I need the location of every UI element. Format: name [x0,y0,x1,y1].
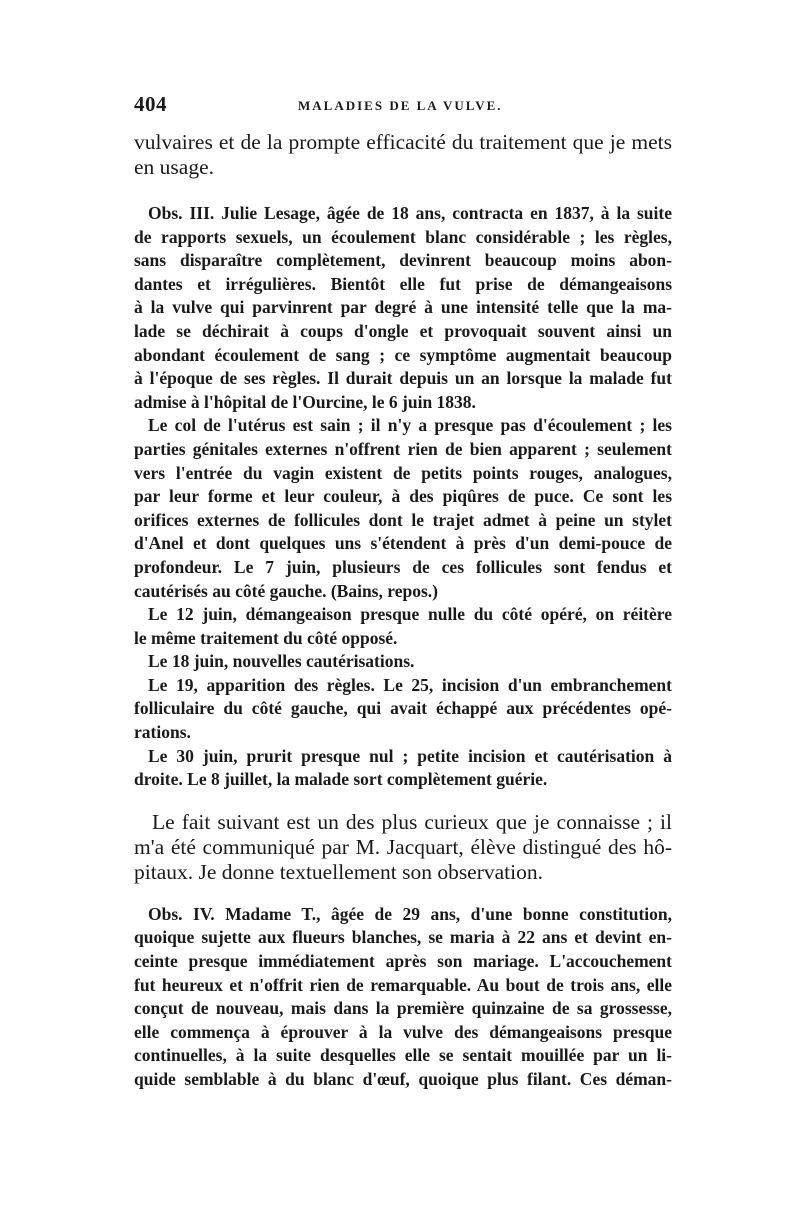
text-line: abondant écoulement de sang ; ce symptôme augmentait beaucoup [134,344,672,365]
text-line: parties génitales externes n'offrent rien de bien apparent ; seulement [134,438,672,459]
running-head [134,92,672,126]
text-line: à l'époque de ses règles. Il durait depuis un an lorsque la malade fut [134,368,672,389]
text-line: continuelles, à la suite desquelles elle se sentait mouillée par un li- [134,1045,672,1066]
text-line: Le 30 juin, prurit presque nul ; petite incision et cautérisation à [148,745,672,766]
text-line: fut heureux et n'offrit rien de remarquable. Au bout de trois ans, elle [134,974,672,995]
intro-paragraph [134,130,672,180]
text-line: m'a été communiqué par M. Jacquart, élève distingué des hô- [134,834,672,859]
text-line: sans disparaître complètement, devinrent beaucoup moins abon- [134,250,672,271]
page-number: 404 [134,92,167,116]
text-line: orifices externes de follicules dont le trajet admet à peine un stylet [134,509,672,530]
text-line: rations. [134,722,191,743]
text-line: Le 12 juin, démangeaison presque nulle du côté opéré, on réitère [148,604,672,625]
text-line: ceinte presque immédiatement après son mariage. L'accouchement [134,951,672,972]
text-line: lade se déchirait à coups d'ongle et provoquait souvent ainsi un [134,320,672,341]
text-line: vulvaires et de la prompte efficacité du traitement que je mets [134,130,672,154]
text-line: folliculaire du côté gauche, qui avait échappé aux précédentes opé- [134,698,672,719]
text-line: profondeur. Le 7 juin, plusieurs de ces follicules sont fendus et [134,556,672,577]
text-line: par leur forme et leur couleur, à des piqûres de puce. Ce sont les [134,486,672,507]
text-line: elle commença à éprouver à la vulve des démangeaisons presque [134,1021,672,1042]
text-line: Le 19, apparition des règles. Le 25, incision d'un embranchement [148,674,672,695]
observation-3 [134,202,672,792]
text-line: Le 18 juin, nouvelles cautérisations. [148,651,415,672]
observation-4 [134,903,672,1092]
text-line: Le col de l'utérus est sain ; il n'y a presque pas d'écoulement ; les [148,415,672,436]
text-line: d'Anel et dont quelques uns s'étendent à près d'un demi-pouce de [134,533,672,554]
text-line: vers l'entrée du vagin existent de petits points rouges, analogues, [134,462,672,483]
text-line: de rapports sexuels, un écoulement blanc considérable ; les règles, [134,226,672,247]
text-line: Obs. IV. Madame T., âgée de 29 ans, d'une bonne constitution, [148,903,672,924]
text-line: quoique sujette aux flueurs blanches, se maria à 22 ans et devint en- [134,927,672,948]
text-line: pitaux. Je donne textuellement son observation. [134,859,544,884]
text-line: Obs. III. Julie Lesage, âgée de 18 ans, contracta en 1837, à la suite [148,203,672,223]
text-line: Le fait suivant est un des plus curieux que je connaisse ; il [152,809,672,834]
text-line: le même traitement du côté opposé. [134,627,398,648]
text-line: à la vulve qui parvinrent par degré à une intensité telle que la ma- [134,297,672,318]
text-line: dantes et irrégulières. Bientôt elle fut prise de démangeaisons [134,273,672,294]
text-line: droite. Le 8 juillet, la malade sort complètement guérie. [134,769,548,790]
book-page [134,92,672,1092]
text-line: quide semblable à du blanc d'œuf, quoique plus filant. Ces déman- [134,1069,672,1089]
transition-paragraph [134,810,672,885]
text-line: conçut de nouveau, mais dans la première quinzaine de sa grossesse, [134,998,672,1019]
text-line: en usage. [134,155,214,179]
text-line: admise à l'hôpital de l'Ourcine, le 6 juin 1838. [134,391,476,412]
text-line: cautérisés au côté gauche. (Bains, repos.) [134,580,438,601]
running-title: MALADIES DE LA VULVE. [298,98,503,113]
